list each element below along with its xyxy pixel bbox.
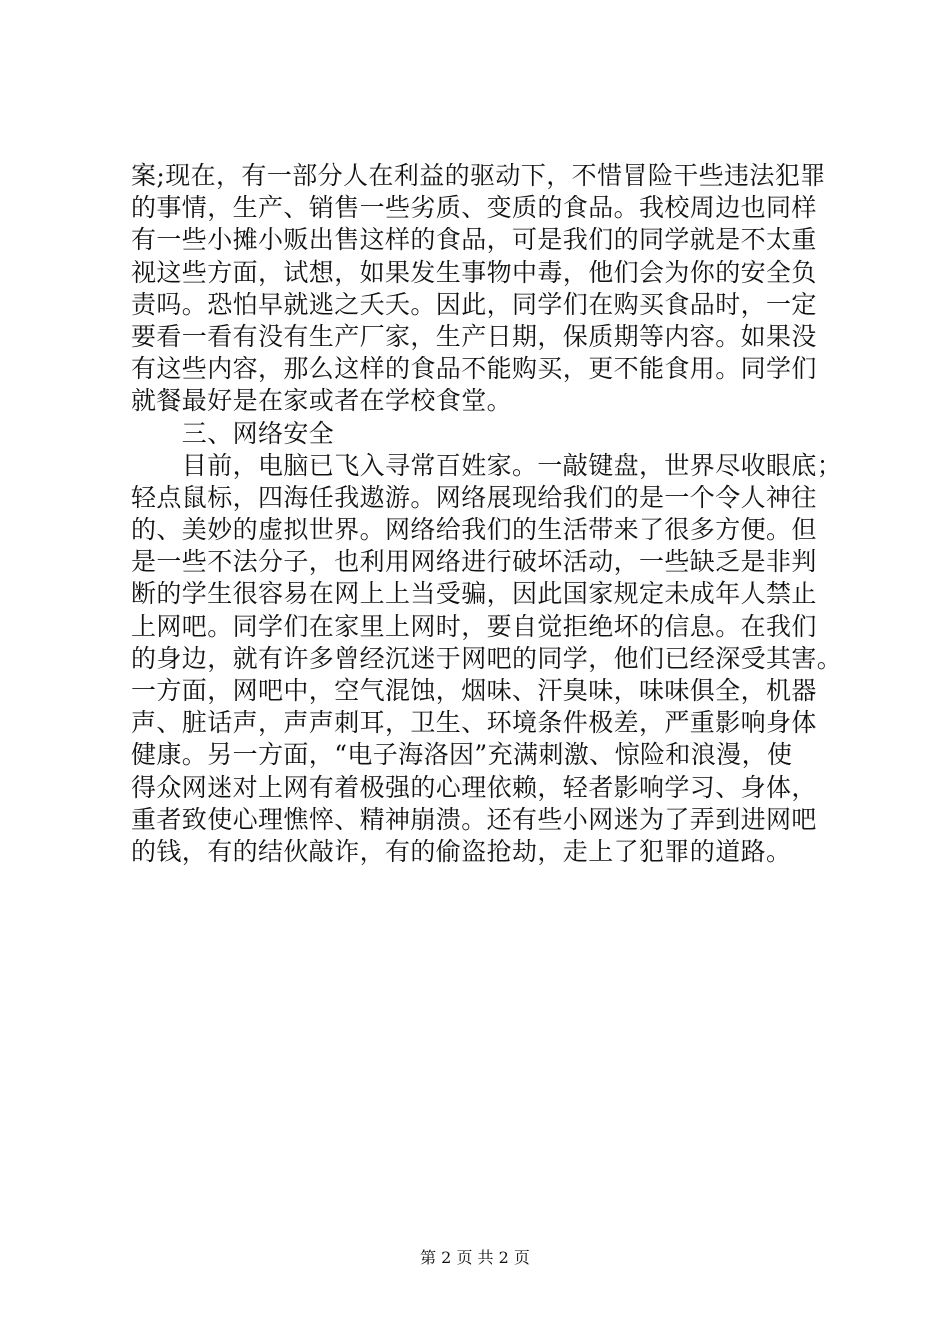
- text-line: 的事情，生产、销售一些劣质、变质的食品。我校周边也同样: [131, 193, 817, 223]
- body-text: [131, 160, 843, 868]
- text-line: 要看一看有没有生产厂家，生产日期，保质期等内容。如果没: [131, 321, 817, 351]
- text-line: 有这些内容，那么这样的食品不能购买，更不能食用。同学们: [131, 354, 817, 384]
- text-line: 健康。另一方面，“电子海洛因”充满刺激、惊险和浪漫，使: [131, 740, 793, 770]
- text-line: 目前，电脑已飞入寻常百姓家。一敲键盘，世界尽收眼底；: [131, 450, 843, 480]
- text-line: 一方面，网吧中，空气混蚀，烟味、汗臭味，味味俱全，机器: [131, 676, 817, 705]
- text-line: 得众网迷对上网有着极强的心理依赖，轻者影响学习、身体，: [131, 772, 817, 802]
- text-line: 断的学生很容易在网上上当受骗，因此国家规定未成年人禁止: [131, 579, 817, 609]
- text-line: 重者致使心理憔悴、精神崩溃。还有些小网迷为了弄到进网吧: [131, 804, 817, 834]
- text-line: 声、脏话声，声声刺耳，卫生、环境条件极差，严重影响身体: [131, 708, 817, 738]
- page-number-footer: 第 2 页 共 2 页: [420, 1248, 530, 1267]
- text-line: 案;现在，有一部分人在利益的驱动下，不惜冒险干些违法犯罪: [131, 161, 826, 190]
- text-line: 视这些方面，试想，如果发生事物中毒，他们会为你的安全负: [131, 257, 817, 287]
- text-line: 是一些不法分子，也利用网络进行破坏活动，一些缺乏是非判: [131, 547, 817, 577]
- text-line: 轻点鼠标，四海任我遨游。网络展现给我们的是一个令人神往: [131, 482, 817, 512]
- text-line: 责吗。恐怕早就逃之夭夭。因此，同学们在购买食品时，一定: [131, 289, 817, 319]
- section-heading: 三、网络安全: [131, 418, 335, 448]
- text-line: 上网吧。同学们在家里上网时，要自觉拒绝坏的信息。在我们: [131, 611, 817, 641]
- text-line: 的钱，有的结伙敲诈，有的偷盗抢劫，走上了犯罪的道路。: [131, 836, 792, 866]
- text-line: 就餐最好是在家或者在学校食堂。: [131, 386, 513, 416]
- text-line: 的身边，就有许多曾经沉迷于网吧的同学，他们已经深受其害。: [131, 643, 843, 673]
- text-line: 有一些小摊小贩出售这样的食品，可是我们的同学就是不太重: [131, 225, 817, 255]
- text-line: 的、美妙的虚拟世界。网络给我们的生活带来了很多方便。但: [131, 515, 817, 545]
